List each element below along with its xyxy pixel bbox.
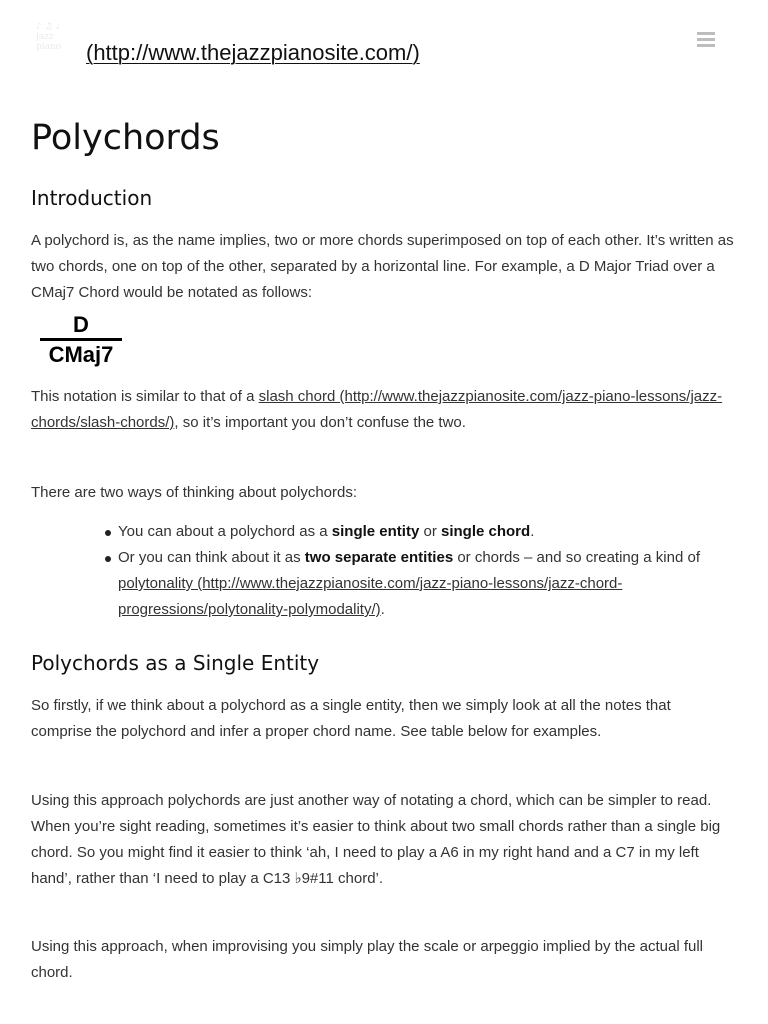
polychord-example [40,312,122,368]
single-entity-heading: Polychords as a Single Entity [31,651,320,675]
bullet2-mid: or chords – and so creating a kind of [453,549,700,566]
bullet1-suffix: . [530,523,535,540]
ways-intro: There are two ways of thinking about polychords: [31,484,358,501]
bullet1-text: You can about a polychord as a [118,523,332,540]
notation-suffix: , so it’s important you don’t confuse the two. [174,414,466,431]
single-entity-paragraph-2: Using this approach polychords are just another way of notating a chord, which can be simpler to read. When you’re sight reading, sometimes it’s easier to think about two small chords rather than a single big chord. So you might find it easier to think ‘ah, I need to play a A6 in my right hand and a C7 in my left hand’, rather than ‘I need to play a C13 ♭9#11 chord’. [31,792,721,887]
single-entity-paragraph-1: So firstly, if we think about a polychord as a single entity, then we simply look at all the notes that comprise the polychord and infer a proper chord name. See table below for examples. [31,697,671,740]
bullet2-suffix: . [380,601,385,618]
bullet2-bold-two-entities: two separate entities [304,549,454,566]
bullet2-text: Or you can think about it as [118,549,305,566]
polytonality-link[interactable]: polytonality (http://www.thejazzpianosite.com/jazz-piano-lessons/jazz-chord-progressions/polytonality-polymodality/) [118,575,623,618]
intro-paragraph: A polychord is, as the name implies, two or more chords superimposed on top of each other. It’s written as two chords, one on top of the other, separated by a horizontal line. For example, a D Major Triad over a CMaj7 Chord would be notated as follows: [31,232,734,301]
bullet1-mid: or [419,523,441,540]
hamburger-menu-icon[interactable] [697,32,715,48]
bullet1-bold-single-chord: single chord [441,523,531,540]
single-entity-paragraph-3: Using this approach, when improvising you simply play the scale or arpeggio implied by the actual full chord. [31,938,704,981]
list-item [31,519,743,545]
list-item [31,545,743,623]
home-link[interactable]: (http://www.thejazzpianosite.com/) [86,40,420,65]
bullet1-bold-single-entity: single entity [331,523,420,540]
polychord-bottom-chord: CMaj7 [48,342,114,367]
polychord-divider [40,338,122,341]
site-logo[interactable]: ♪ ♫ ♩ jazz piano [36,22,62,52]
notation-prefix: This notation is similar to that of a [31,388,259,405]
page-title: Polychords [31,118,220,158]
polychord-top-chord: D [73,312,89,337]
slash-chord-link[interactable]: slash chord (http://www.thejazzpianosite.com/jazz-piano-lessons/jazz-chords/slash-chords/) [31,388,723,431]
intro-heading: Introduction [31,186,153,210]
site-header [0,0,768,90]
article [31,118,743,158]
ways-list [31,519,743,623]
notation-paragraph [31,384,731,436]
